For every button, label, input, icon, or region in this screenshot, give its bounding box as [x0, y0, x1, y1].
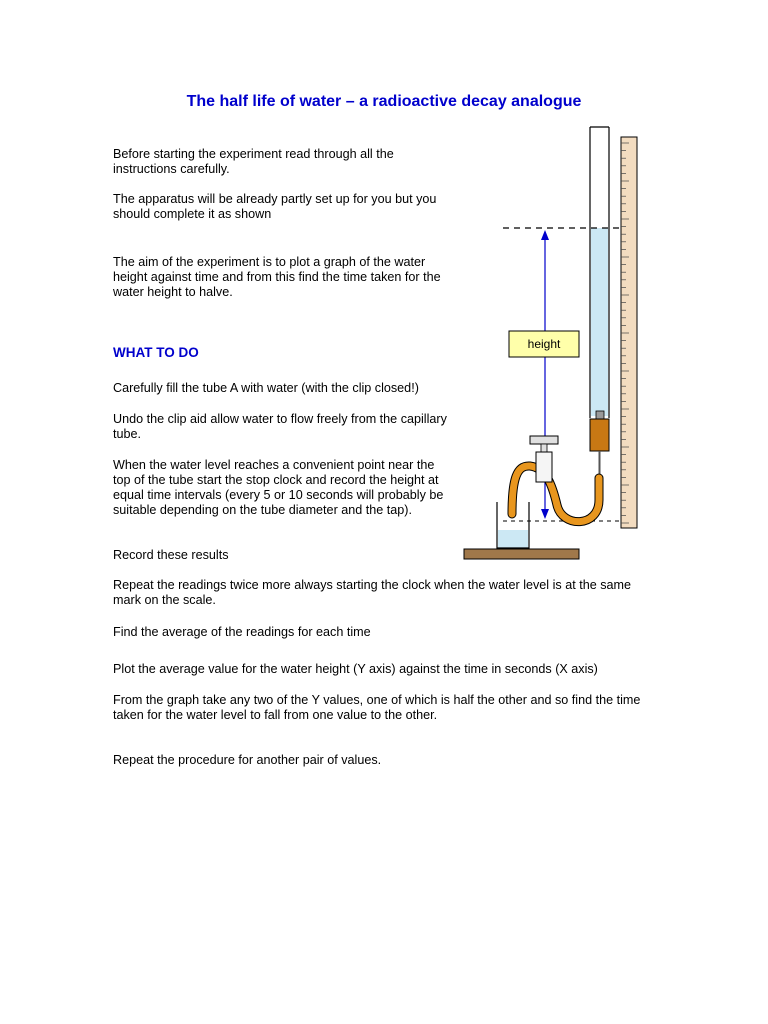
step-5: Repeat the readings twice more always starting the clock when the water level is at the same mark on the scale. [113, 578, 631, 607]
apparatus-diagram [455, 120, 655, 570]
bench [464, 549, 579, 559]
intro-paragraph-2: The apparatus will be already partly set up for you but you should complete it as shown [113, 192, 437, 221]
step-2: Undo the clip aid allow water to flow freely from the capillary tube. [113, 412, 447, 441]
intro-paragraph-1: Before starting the experiment read through all the instructions carefully. [113, 147, 394, 176]
rubber-bung [590, 411, 609, 478]
tap-clip [530, 436, 558, 482]
step-7: Plot the average value for the water height (Y axis) against the time in seconds (X axis) [113, 662, 598, 676]
step-8: From the graph take any two of the Y values, one of which is half the other and so find the time taken for the water level to fall from one value to the other. [113, 693, 641, 722]
measuring-scale [621, 137, 637, 528]
intro-paragraph-3: The aim of the experiment is to plot a graph of the water height against time and from this find the time taken for the water height to halve. [113, 255, 441, 299]
height-label: height [527, 337, 561, 351]
step-6: Find the average of the readings for each time [113, 625, 371, 639]
step-9: Repeat the procedure for another pair of values. [113, 753, 382, 767]
tube-a [590, 127, 609, 418]
document-title: The half life of water – a radioactive decay analogue [186, 93, 582, 110]
section-heading: WHAT TO DO [113, 345, 199, 360]
step-3: When the water level reaches a convenient point near the top of the tube start the stop clock and record the height at equal time intervals (every 5 or 10 seconds will probably be suitable depending on the tube diameter and the tap). [113, 458, 444, 517]
step-4: Record these results [113, 548, 229, 562]
step-1: Carefully fill the tube A with water (with the clip closed!) [113, 381, 419, 395]
